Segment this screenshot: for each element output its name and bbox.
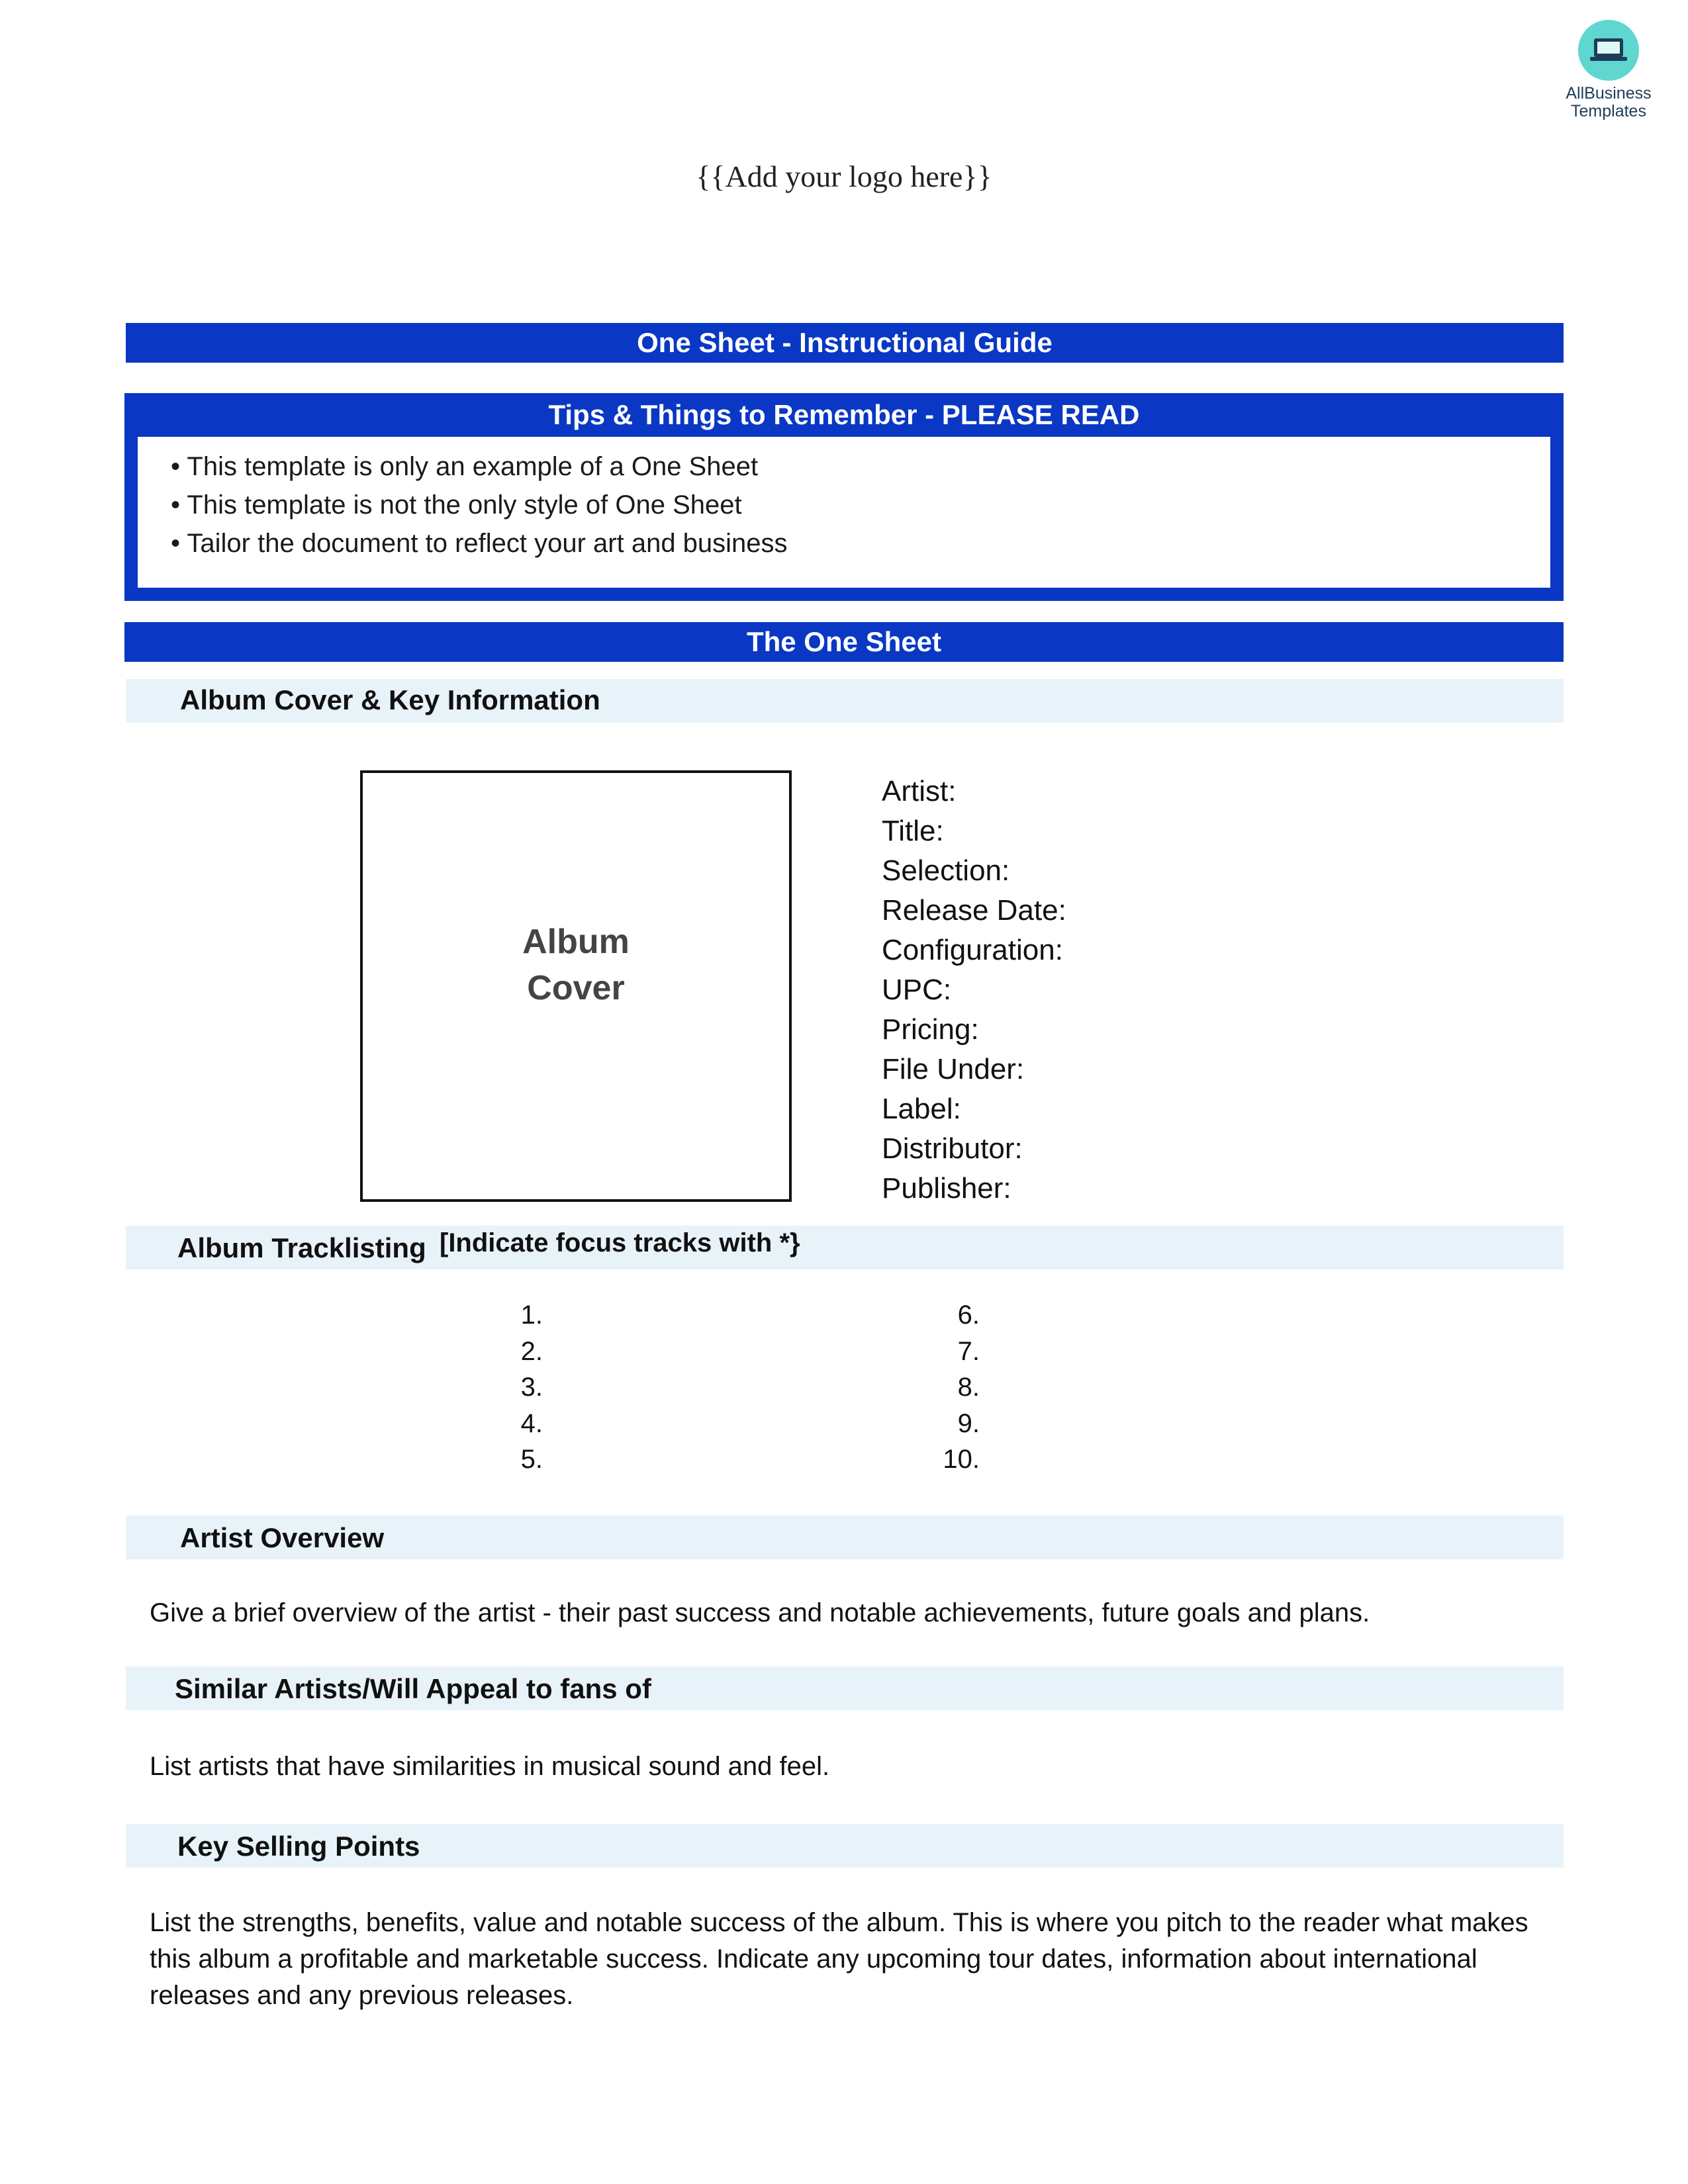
track-number: 4. bbox=[520, 1408, 543, 1438]
track-number: 7. bbox=[957, 1336, 980, 1366]
logo-placeholder: {{Add your logo here}} bbox=[696, 159, 992, 193]
key-selling-heading: Key Selling Points bbox=[177, 1831, 420, 1862]
key-info-fields bbox=[882, 772, 1066, 1208]
album-cover-label: Album Cover bbox=[522, 923, 630, 1007]
field-configuration: Configuration: bbox=[882, 934, 1063, 966]
album-info-heading: Album Cover & Key Information bbox=[180, 684, 600, 715]
field-release-date: Release Date: bbox=[882, 894, 1066, 927]
brand-name-line1: AllBusiness bbox=[1566, 84, 1652, 103]
artist-overview-text: Give a brief overview of the artist - their past success and notable achievements, future goals and plans. bbox=[150, 1598, 1370, 1627]
brand-logo bbox=[1542, 20, 1675, 120]
field-selection: Selection: bbox=[882, 854, 1010, 887]
artist-overview-heading: Artist Overview bbox=[180, 1522, 385, 1553]
track-number: 9. bbox=[957, 1408, 980, 1438]
field-upc: UPC: bbox=[882, 974, 952, 1006]
tip-item: • Tailor the document to reflect your art and business bbox=[171, 529, 788, 558]
tracklisting-heading: Album Tracklisting bbox=[177, 1232, 426, 1263]
tips-list bbox=[171, 447, 788, 563]
track-number: 2. bbox=[520, 1336, 543, 1366]
track-number: 1. bbox=[520, 1300, 543, 1330]
track-number: 10. bbox=[943, 1445, 980, 1474]
tip-item: • This template is not the only style of One Sheet bbox=[171, 490, 742, 520]
guide-title-bar: One Sheet - Instructional Guide bbox=[126, 323, 1564, 363]
field-file-under: File Under: bbox=[882, 1053, 1025, 1085]
track-list-left bbox=[503, 1297, 543, 1478]
field-publisher: Publisher: bbox=[882, 1172, 1011, 1205]
track-list-right bbox=[927, 1297, 980, 1478]
key-selling-text: List the strengths, benefits, value and notable success of the album. This is where you pitch to the reader what makes this album a profitable and marketable success. Indicate any upcoming tour dates, information about international releases and any previous releases. bbox=[150, 1908, 1528, 2010]
brand-name-line2: Templates bbox=[1571, 102, 1646, 120]
field-label: Label: bbox=[882, 1093, 961, 1125]
track-number: 8. bbox=[957, 1373, 980, 1402]
one-sheet-bar: The One Sheet bbox=[124, 622, 1564, 662]
similar-artists-heading: Similar Artists/Will Appeal to fans of bbox=[175, 1673, 651, 1704]
track-number: 3. bbox=[520, 1373, 543, 1402]
track-number: 6. bbox=[957, 1300, 980, 1330]
similar-artists-text: List artists that have similarities in musical sound and feel. bbox=[150, 1752, 830, 1781]
tips-heading: Tips & Things to Remember - PLEASE READ bbox=[124, 393, 1564, 437]
tracklisting-note: [Indicate focus tracks with *} bbox=[440, 1228, 800, 1257]
laptop-icon bbox=[1578, 20, 1639, 81]
field-pricing: Pricing: bbox=[882, 1013, 979, 1046]
field-distributor: Distributor: bbox=[882, 1132, 1023, 1165]
track-number: 5. bbox=[520, 1445, 543, 1474]
field-title: Title: bbox=[882, 815, 944, 847]
tip-item: • This template is only an example of a One Sheet bbox=[171, 452, 759, 481]
field-artist: Artist: bbox=[882, 775, 957, 807]
